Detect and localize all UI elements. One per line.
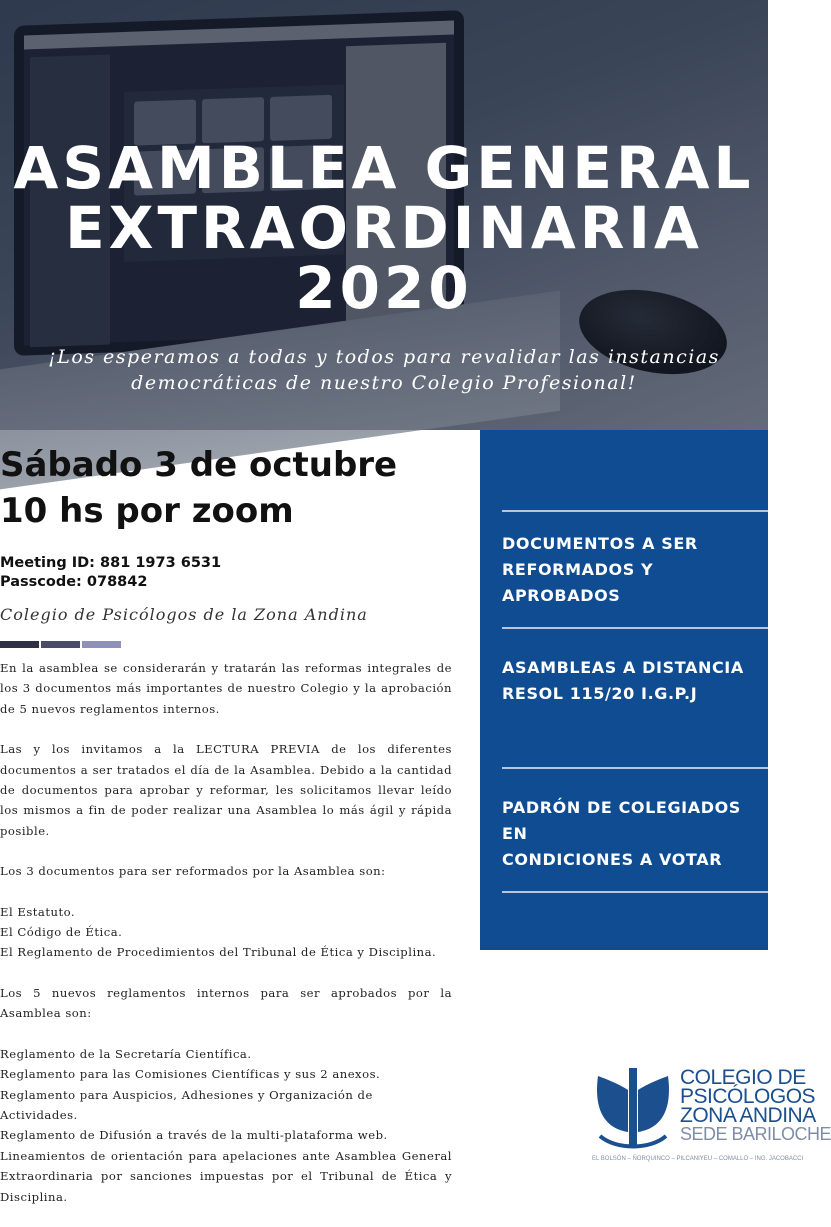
panel-link-line: APROBADOS	[502, 586, 621, 605]
panel-divider	[502, 767, 768, 769]
subtitle-line-2: democráticas de nuestro Colegio Profesional!	[131, 372, 637, 394]
event-date: Sábado 3 de octubre	[0, 445, 398, 485]
panel-link-asambleas[interactable]	[502, 655, 764, 707]
list-item: Lineamientos de orientación para apelaciones ante Asamblea General Extraordinaria por sanciones impuestas por el Tribunal de Ética y Disciplina.	[0, 1148, 452, 1204]
event-datetime	[0, 442, 397, 534]
regulations-list	[0, 1044, 452, 1207]
meeting-passcode: Passcode: 078842	[0, 574, 148, 590]
paragraph-intro: En la asamblea se considerarán y tratarán las reformas integrales de los 3 documentos más importantes de nuestro Colegio y la aprobación de 5 nuevos reglamentos internos.	[0, 661, 452, 716]
paragraph-regs-heading: Los 5 nuevos reglamentos internos para ser aprobados por la Asamblea son:	[0, 985, 452, 1021]
panel-link-line: DOCUMENTOS A SER	[502, 534, 698, 553]
logo-wordmark	[680, 1068, 831, 1144]
panel-divider	[502, 891, 768, 893]
meeting-info	[0, 554, 221, 592]
title-line-1: ASAMBLEA GENERAL	[13, 134, 755, 202]
list-item: El Código de Ética.	[0, 925, 123, 940]
hero-banner	[0, 0, 768, 430]
paragraph-docs-heading: Los 3 documentos para ser reformados por la Asamblea son:	[0, 864, 386, 879]
list-item: Reglamento de Difusión a través de la multi-plataforma web.	[0, 1128, 388, 1143]
panel-link-line: RESOL 115/20 I.G.P.J	[502, 684, 698, 703]
panel-link-documentos[interactable]	[502, 531, 764, 609]
logo-line-3: ZONA ANDINA	[680, 1104, 816, 1127]
organization-name: Colegio de Psicólogos de la Zona Andina	[0, 605, 368, 624]
panel-link-line: ASAMBLEAS A DISTANCIA	[502, 658, 744, 677]
title-line-3: 2020	[295, 254, 473, 322]
logo-line-1: COLEGIO DE	[680, 1066, 806, 1089]
subtitle-line-1: ¡Los esperamos a todas y todos para revalidar las instancias	[48, 346, 720, 368]
logo-line-4: SEDE BARILOCHE	[680, 1124, 831, 1144]
panel-link-line: CONDICIONES A VOTAR	[502, 850, 723, 869]
list-item: Reglamento de la Secretaría Científica.	[0, 1046, 252, 1061]
panel-link-padron[interactable]	[502, 795, 764, 873]
logo-footer: EL BOLSÓN – ÑORQUINCO – PILCANIYEU – COMALLO – ING. JACOBACCI	[592, 1156, 804, 1162]
panel-link-line: PADRÓN DE COLEGIADOS EN	[502, 798, 741, 843]
list-item: El Reglamento de Procedimientos del Tribunal de Ética y Disciplina.	[0, 945, 437, 960]
divider-bars	[0, 641, 121, 648]
list-item: El Estatuto.	[0, 904, 76, 919]
divider-bar	[82, 641, 121, 648]
body-text	[0, 658, 452, 1227]
panel-divider	[502, 510, 768, 512]
list-item: Reglamento para Auspicios, Adhesiones y Organización de Actividades.	[0, 1087, 373, 1122]
divider-bar	[0, 641, 39, 648]
hero-subtitle	[40, 344, 728, 396]
paragraph-lectura: Las y los invitamos a la LECTURA PREVIA de los diferentes documentos a ser tratados el día de la Asamblea. Debido a la cantidad de documentos para aprobar y reformar, les solicitamos llevar leído los mismos a fin de poder realizar una Asamblea lo más ágil y rápida posible.	[0, 742, 452, 838]
documents-list	[0, 902, 452, 963]
panel-link-line: REFORMADOS Y	[502, 560, 654, 579]
event-time: 10 hs por zoom	[0, 491, 294, 531]
title-line-2: EXTRAORDINARIA	[65, 194, 703, 262]
event-details	[0, 430, 478, 1204]
divider-bar	[41, 641, 80, 648]
documents-panel	[480, 430, 768, 950]
list-item: Reglamento para las Comisiones Científicas y sus 2 anexos.	[0, 1067, 381, 1082]
page-title	[0, 134, 768, 322]
panel-divider	[502, 627, 768, 629]
psi-logo-icon	[592, 1066, 674, 1152]
colegio-logo	[592, 1066, 831, 1166]
logo-line-2: PSICÓLOGOS	[680, 1085, 816, 1108]
meeting-id: Meeting ID: 881 1973 6531	[0, 555, 222, 571]
